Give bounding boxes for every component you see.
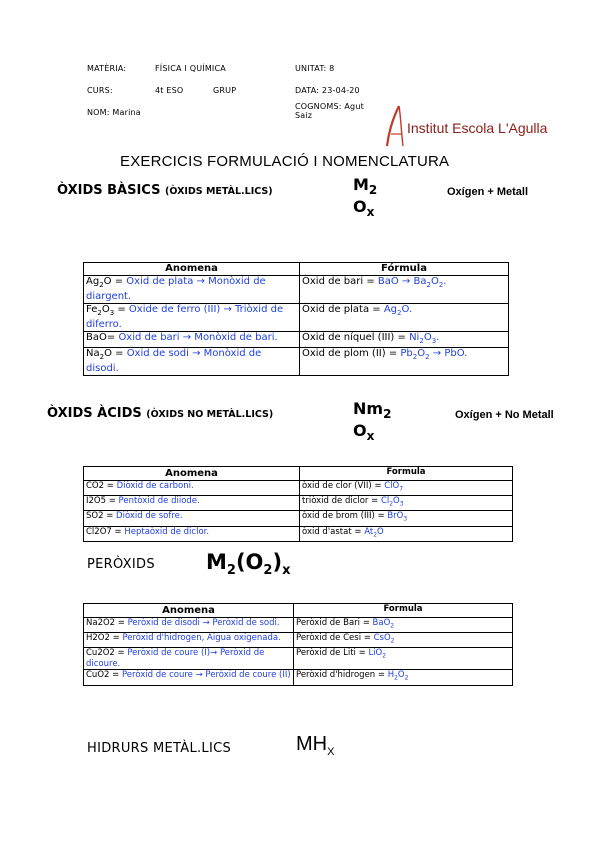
school-logo-text: Institut Escola L'Agulla: [407, 120, 548, 136]
grup-label: GRUP: [213, 86, 237, 95]
cell-formula: Peròxid d'hidrogen = $H_2O_2$: [294, 670, 513, 685]
table-row: [84, 633, 513, 648]
section-hidrurs-heading: HIDRURS METÀL.LICS: [87, 741, 232, 756]
cell-name: H2O2 = Peròxid d'hidrogen, Aigua oxigenada.: [84, 633, 294, 648]
table-row: [84, 618, 513, 633]
heading-main: ÒXIDS ÀCIDS: [47, 406, 142, 421]
formula-bottom: O: [353, 421, 367, 441]
table-row: [84, 332, 509, 348]
heading-small: (ÒXIDS NO METÀL.LICS): [146, 409, 274, 420]
hidrurs-general-formula: [296, 733, 334, 758]
col-header-formula: Formula: [300, 467, 513, 481]
cell-name: $Na_2O$ = Òxid de sodi → Monòxid de disodi.: [84, 348, 300, 376]
school-logo-icon: [385, 104, 407, 148]
cell-formula: òxid de brom (III) = BrO$_3$: [300, 511, 513, 526]
page-title: EXERCICIS FORMULACIÓ I NOMENCLATURA: [120, 153, 450, 170]
materia-value: FÍSICA I QUÍMICA: [155, 64, 226, 73]
cell-formula: Peròxid de Bari = BaO$_2$: [294, 618, 513, 633]
table-row: [84, 648, 513, 670]
nom: NOM: Marina: [87, 108, 141, 117]
cognoms: [295, 102, 364, 120]
table-row: [84, 511, 513, 526]
table-row: [84, 348, 509, 376]
cell-name: I2O5 = Pentòxid de diiode.: [84, 496, 300, 511]
cell-formula: Òxid de plom $(II) = Pb_2O_2$ → PbO.: [300, 348, 509, 376]
materia-label: MATÈRIA:: [87, 64, 127, 73]
formula-mh: MH: [296, 733, 328, 755]
col-header-formula: Formula: [294, 604, 513, 618]
section-oxids-basics-heading: [57, 183, 273, 198]
table-row: [84, 670, 513, 685]
section-peroxids-heading: PERÒXIDS: [87, 557, 155, 572]
col-header-anomena: Anomena: [84, 604, 294, 618]
col-header-anomena: Anomena: [84, 263, 300, 276]
cognoms-line2: Saiz: [295, 111, 313, 120]
acids-table: [83, 466, 513, 542]
formula-top: Nm: [353, 399, 384, 418]
curs-value: 4t ESO: [155, 86, 184, 95]
cell-name: CuO2 = Peròxid de coure → Peròxid de coure (II): [84, 670, 294, 685]
curs-label: CURS:: [87, 86, 113, 95]
heading-small: (ÒXIDS METÀL.LICS): [164, 186, 273, 197]
section-oxids-acids-heading: [47, 406, 273, 421]
table-row: [84, 496, 513, 511]
cell-formula: Òxid de plata = $Ag_2O$.: [300, 304, 509, 332]
col-header-anomena: Anomena: [84, 467, 300, 481]
basics-rule: Oxígen + Metall: [447, 186, 528, 198]
basics-table: [83, 262, 509, 376]
cell-formula: Peròxid de Cesi = CsO$_2$: [294, 633, 513, 648]
table-row: [84, 526, 513, 541]
formula-top: M: [353, 175, 369, 194]
acids-general-formula: [353, 399, 392, 444]
formula-top-sub: 2: [383, 407, 392, 422]
table-row: [84, 481, 513, 496]
cell-formula: Peròxid de Liti = LiO$_2$: [294, 648, 513, 670]
cell-formula: Òxid de bari = BaO → $Ba_2O_2$.: [300, 276, 509, 304]
cell-formula: Òxid de níquel $(III) = Ni_2O_3$.: [300, 332, 509, 348]
cell-name: $Ag_2O$ = Òxid de plata → Monòxid de diargent.: [84, 276, 300, 304]
data-date: DATA: 23-04-20: [295, 86, 360, 95]
basics-general-formula: [353, 175, 378, 220]
cell-name: Cu2O2 = Peròxid de coure (I)→ Peròxid de dicoure.: [84, 648, 294, 670]
peroxids-table: [83, 603, 513, 686]
cell-name: SO2 = Diòxid de sofre.: [84, 511, 300, 526]
heading-main: ÒXIDS BÀSICS: [57, 183, 161, 198]
peroxids-general-formula: $M_2(O_2)_x$: [206, 550, 291, 579]
cognoms-line1: COGNOMS: Agut: [295, 102, 364, 111]
unitat: UNITAT: 8: [295, 64, 335, 73]
formula-sub: X: [327, 746, 335, 758]
col-header-formula: Fórmula: [300, 263, 509, 276]
table-row: [84, 304, 509, 332]
cell-formula: òxid d'astat = $At_2O$: [300, 526, 513, 541]
cell-name: Cl2O7 = Heptaòxid de diclor.: [84, 526, 300, 541]
cell-name: CO2 = Diòxid de carboni.: [84, 481, 300, 496]
acids-rule: Oxígen + No Metall: [455, 409, 554, 421]
formula-m: M: [206, 550, 227, 574]
cell-name: BaO= Òxid de bari → Monòxid de bari.: [84, 332, 300, 348]
cell-name: $Fe_2O_3$ = Òxide de ferro (III) → Triòxid de diferro.: [84, 304, 300, 332]
formula-bottom: O: [353, 197, 367, 217]
cell-formula: triòxid de diclor = $Cl_2O_3$: [300, 496, 513, 511]
cell-name: Na2O2 = Peròxid de disodi → Peròxid de sodi.: [84, 618, 294, 633]
formula-bottom-sub: x: [366, 205, 375, 220]
cell-formula: òxid de clor (VII) = ClO$_7$: [300, 481, 513, 496]
formula-bottom-sub: x: [366, 429, 375, 444]
table-row: [84, 276, 509, 304]
formula-top-sub: 2: [368, 183, 378, 198]
